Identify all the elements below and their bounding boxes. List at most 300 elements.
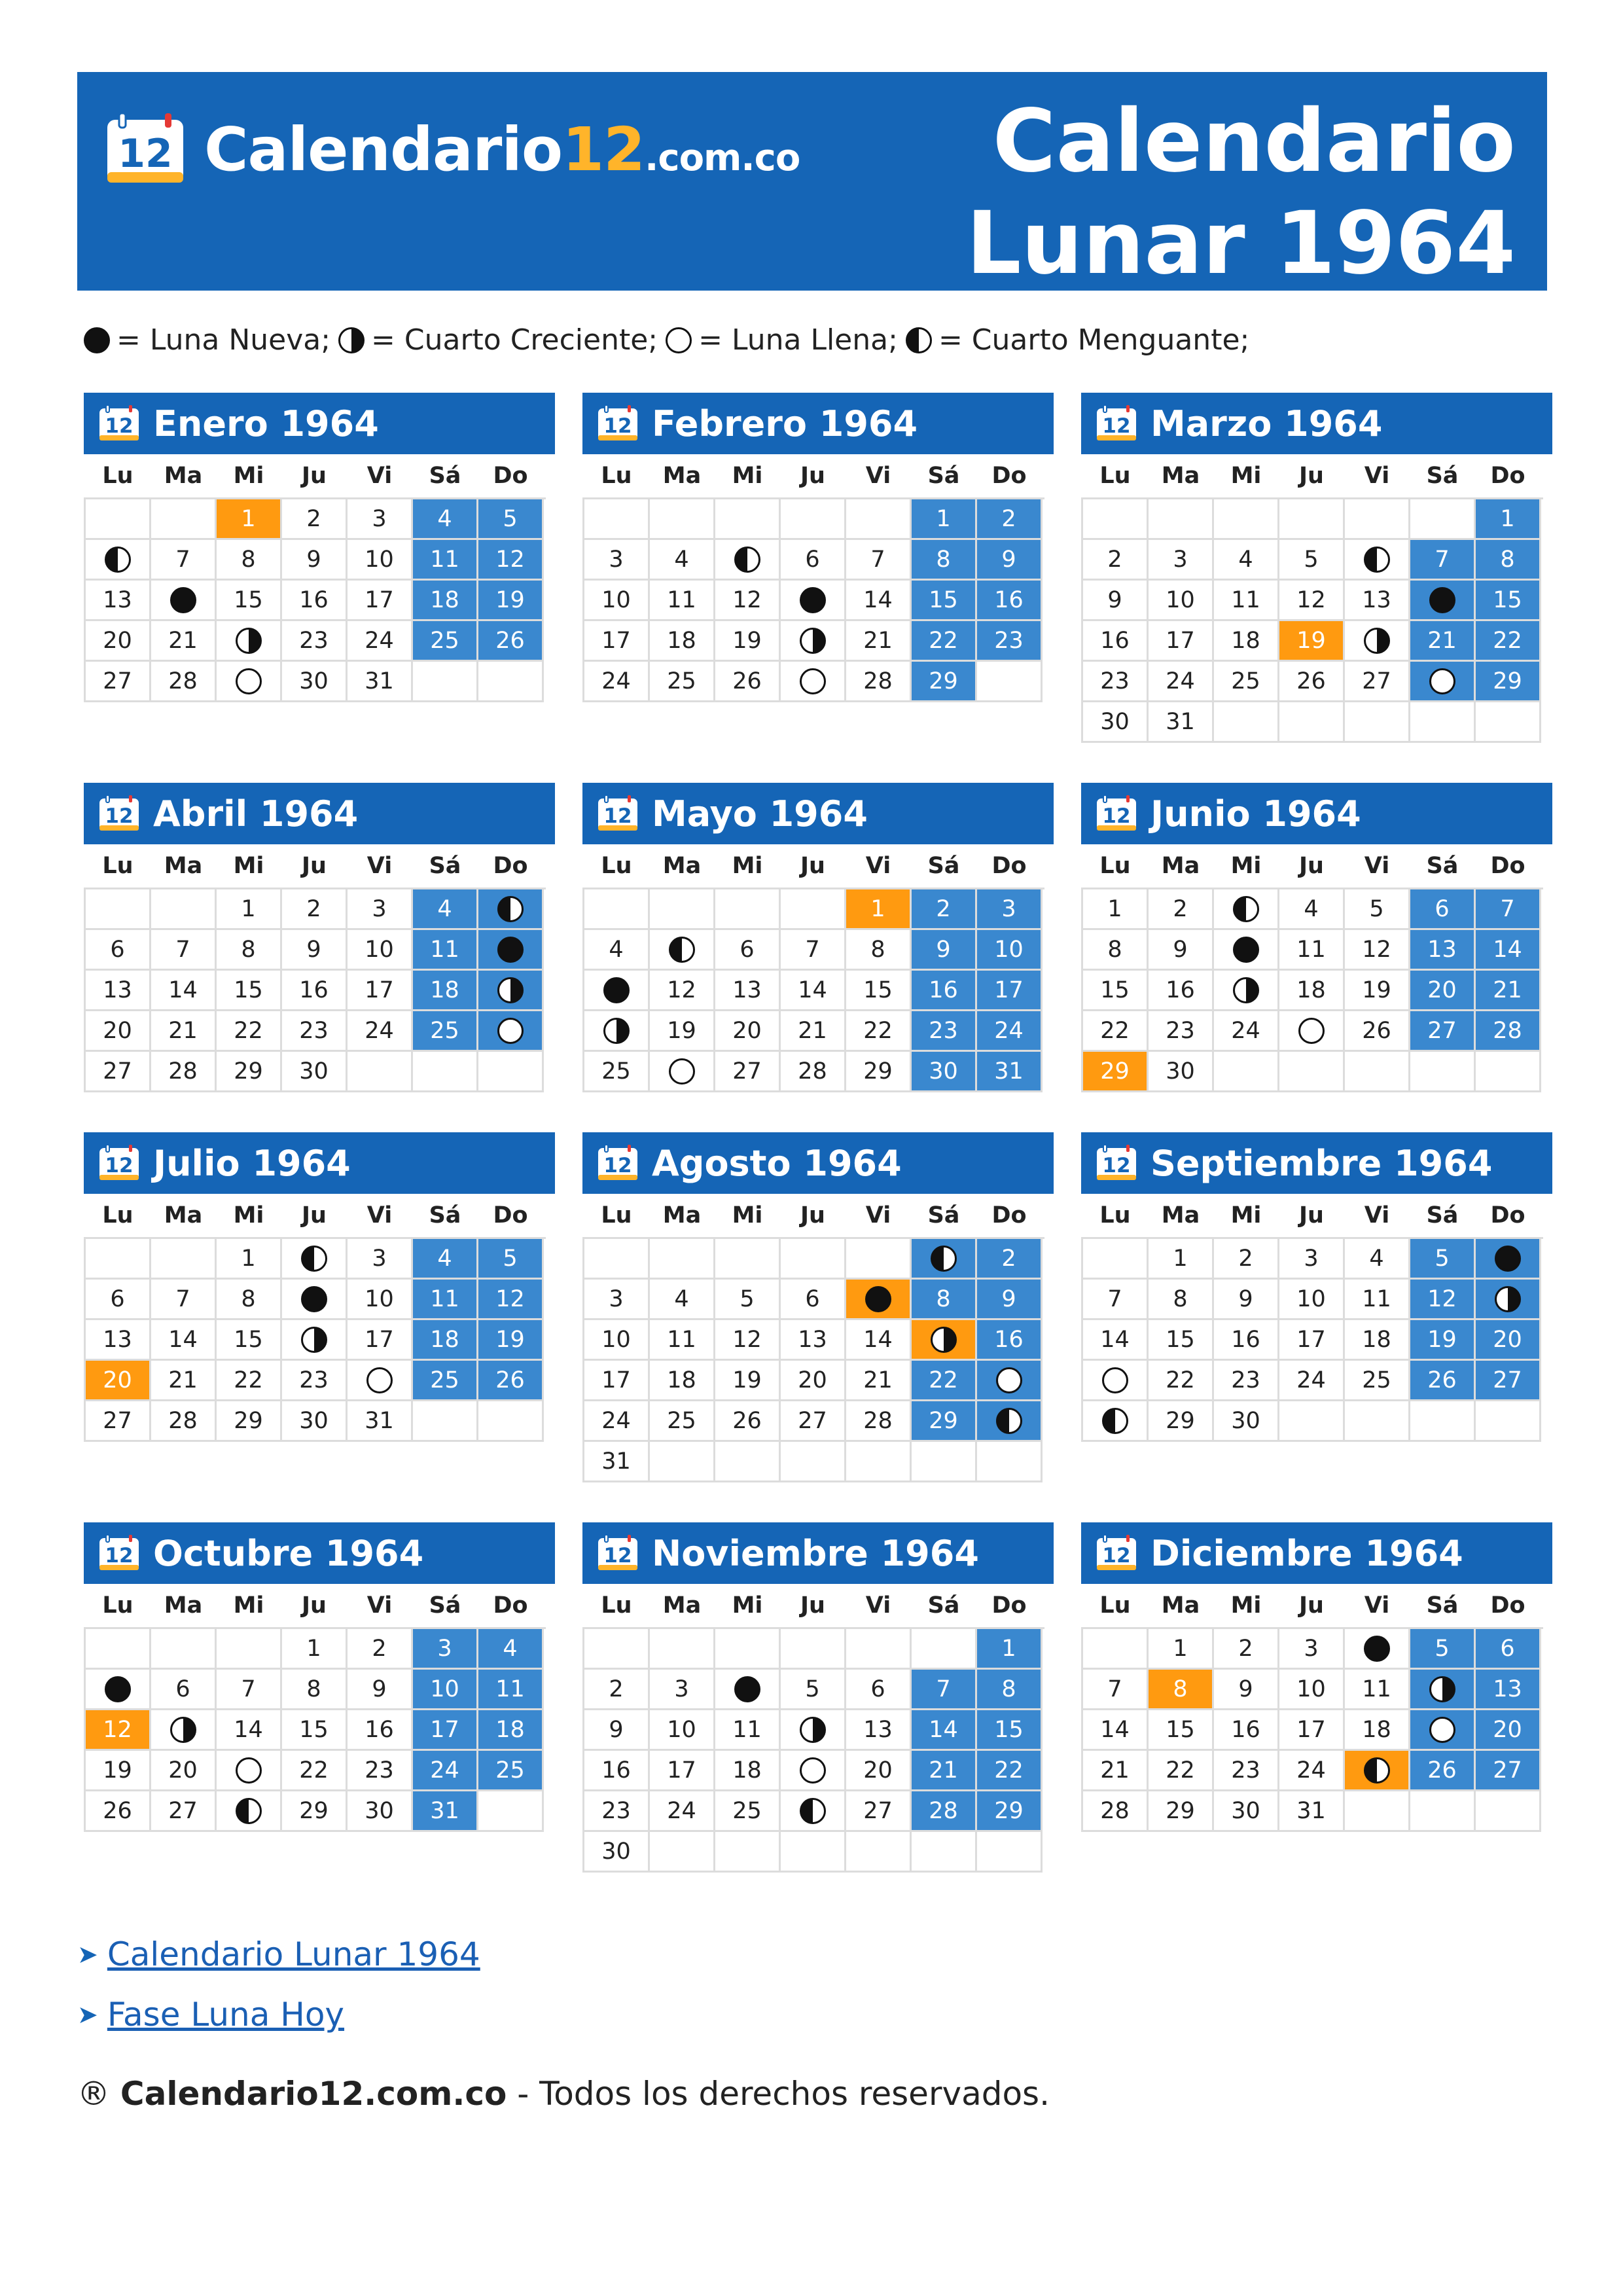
day-cell: 27 [151,1791,217,1832]
day-cell: 28 [846,1401,912,1442]
day-cell: 30 [282,1052,348,1092]
weekday-label: Ju [1299,463,1324,489]
day-cell: 1 [1476,499,1541,540]
day-cell: 21 [781,1011,846,1052]
calendar-icon [597,1145,639,1181]
day-cell: 10 [1279,1280,1345,1320]
weekday-label: Vi [1364,853,1390,879]
day-cell: 16 [1214,1710,1279,1751]
day-cell: 29 [282,1791,348,1832]
day-cell: 2 [977,499,1043,540]
day-cell: 2 [977,1239,1043,1280]
day-cell [584,1011,650,1052]
moon-menguante-icon [1364,547,1390,573]
day-cell: 5 [1410,1629,1476,1670]
day-cell: 16 [584,1751,650,1791]
day-cell: 1 [1149,1629,1214,1670]
day-cell: 23 [977,621,1043,662]
day-cell: 7 [1410,540,1476,581]
day-cell [781,1791,846,1832]
moon-creciente-icon [800,1717,826,1743]
day-grid [84,888,546,1092]
day-cell: 15 [1149,1320,1214,1361]
empty-cell [1345,702,1410,743]
day-cell: 31 [1279,1791,1345,1832]
month-calendar [582,393,1054,702]
day-cell [912,1239,977,1280]
weekday-label: Do [493,1202,528,1229]
day-cell: 8 [912,540,977,581]
day-cell [977,1361,1043,1401]
day-cell: 28 [1476,1011,1541,1052]
day-cell [151,1710,217,1751]
day-cell: 5 [1410,1239,1476,1280]
day-cell: 18 [413,971,478,1011]
month-calendar [84,393,555,702]
empty-cell [584,889,650,930]
empty-cell [846,1832,912,1873]
empty-cell [846,1629,912,1670]
day-cell: 29 [846,1052,912,1092]
day-cell: 13 [1345,581,1410,621]
moon-creciente-icon [800,628,826,654]
month-header [1081,393,1552,454]
day-cell: 11 [413,540,478,581]
weekday-label: Mi [732,1592,763,1619]
empty-cell [650,1629,715,1670]
empty-cell [715,889,781,930]
day-cell: 12 [715,581,781,621]
day-cell: 22 [846,1011,912,1052]
moon-nueva-icon [84,327,110,353]
day-grid [84,497,546,702]
day-grid [1081,1627,1543,1832]
moon-creciente-icon [338,327,365,353]
day-cell: 5 [478,499,544,540]
moon-llena-icon [366,1367,393,1393]
weekday-label: Lu [102,1202,134,1229]
day-cell: 20 [715,1011,781,1052]
day-cell: 5 [715,1280,781,1320]
day-grid [582,1627,1044,1873]
page-title-line1: Calendario [992,91,1516,192]
day-cell: 27 [1476,1751,1541,1791]
day-cell: 8 [217,930,282,971]
month-calendar [1081,393,1552,743]
calendar-icon [98,405,140,442]
day-cell: 6 [781,1280,846,1320]
day-cell: 9 [1214,1670,1279,1710]
month-header [582,1522,1054,1584]
day-cell [282,1239,348,1280]
weekday-label: Do [991,853,1027,879]
day-cell: 5 [781,1670,846,1710]
day-cell: 15 [846,971,912,1011]
day-cell: 27 [1476,1361,1541,1401]
weekday-label: Mi [233,463,264,489]
day-cell: 24 [1279,1361,1345,1401]
empty-cell [912,1629,977,1670]
calendar-icon-number: 12 [105,804,134,828]
day-cell: 1 [217,889,282,930]
day-cell [781,621,846,662]
day-cell: 25 [478,1751,544,1791]
weekday-label: Ma [662,1592,702,1619]
day-cell: 9 [348,1670,413,1710]
day-cell: 14 [781,971,846,1011]
calendar-icon-number: 12 [603,414,632,438]
calendar-icon-number: 12 [1102,804,1131,828]
day-cell: 29 [1149,1401,1214,1442]
month-header [84,783,555,844]
day-cell: 1 [1149,1239,1214,1280]
month-title: Agosto 1964 [652,1142,902,1184]
empty-cell [1345,1052,1410,1092]
weekday-label: Do [493,463,528,489]
day-cell: 5 [478,1239,544,1280]
day-cell: 13 [86,581,151,621]
weekday-label: Lu [102,1592,134,1619]
moon-menguante-icon [906,327,932,353]
day-cell: 9 [584,1710,650,1751]
day-cell: 19 [478,1320,544,1361]
links-list [77,1924,480,2045]
day-cell: 12 [650,971,715,1011]
day-cell: 2 [1214,1239,1279,1280]
day-cell: 11 [478,1670,544,1710]
empty-cell [715,1239,781,1280]
calendar-icon-number: 12 [105,1544,134,1568]
day-cell: 17 [1149,621,1214,662]
arrow-right-icon: ➤ [77,2000,98,2029]
weekday-label: Sá [1426,1202,1459,1229]
day-cell: 4 [478,1629,544,1670]
day-cell: 4 [650,1280,715,1320]
day-cell: 23 [1214,1361,1279,1401]
site-logo[interactable] [105,110,800,188]
empty-cell [413,1052,478,1092]
moon-llena-icon [666,327,692,353]
day-cell: 3 [977,889,1043,930]
month-title: Mayo 1964 [652,793,868,834]
day-cell: 22 [217,1011,282,1052]
moon-phase-legend [84,323,1257,357]
day-cell [348,1361,413,1401]
day-cell: 14 [217,1710,282,1751]
empty-cell [715,1629,781,1670]
empty-cell [151,499,217,540]
empty-cell [1149,499,1214,540]
weekday-label: Ju [800,1592,825,1619]
moon-creciente-icon [931,1327,957,1353]
day-cell [977,1401,1043,1442]
empty-cell [584,1239,650,1280]
day-cell [781,1751,846,1791]
logo-word: Calendario [204,114,563,185]
day-cell: 9 [282,540,348,581]
day-cell: 23 [348,1751,413,1791]
day-cell: 16 [282,581,348,621]
day-cell: 21 [1410,621,1476,662]
day-cell: 22 [977,1751,1043,1791]
footer-rights: - Todos los derechos reservados. [507,2075,1050,2113]
day-cell: 22 [217,1361,282,1401]
weekday-label: Sá [927,853,960,879]
day-cell: 18 [1214,621,1279,662]
day-cell: 2 [1214,1629,1279,1670]
day-cell: 24 [650,1791,715,1832]
weekday-label: Sá [927,1202,960,1229]
day-cell: 11 [715,1710,781,1751]
day-cell: 19 [86,1751,151,1791]
weekday-label: Do [991,1592,1027,1619]
day-cell: 26 [478,1361,544,1401]
day-cell: 29 [1476,662,1541,702]
day-cell: 11 [1279,930,1345,971]
empty-cell [348,1052,413,1092]
weekday-label: Sá [429,853,461,879]
moon-nueva-icon [170,587,196,613]
month-title: Junio 1964 [1150,793,1361,834]
month-calendar [1081,1132,1552,1442]
day-cell: 10 [413,1670,478,1710]
moon-llena-icon [800,668,826,694]
weekday-label: Ma [1161,853,1200,879]
empty-cell [650,1832,715,1873]
legend-label-nueva: = Luna Nueva; [116,323,331,357]
day-cell: 24 [1279,1751,1345,1791]
moon-nueva-icon [734,1676,760,1702]
month-calendar [582,1132,1054,1482]
link-fase-luna-hoy[interactable]: Fase Luna Hoy [107,1996,345,2034]
day-cell: 10 [348,930,413,971]
day-cell: 9 [912,930,977,971]
day-cell: 21 [151,621,217,662]
moon-nueva-icon [865,1286,891,1312]
day-cell: 30 [1149,1052,1214,1092]
day-cell: 6 [1476,1629,1541,1670]
moon-llena-icon [1429,668,1455,694]
month-header [84,393,555,454]
logo-text [204,115,800,185]
weekday-label: Mi [1230,853,1262,879]
day-cell: 7 [1476,889,1541,930]
day-cell: 17 [1279,1710,1345,1751]
day-cell: 7 [1083,1280,1149,1320]
day-cell [86,540,151,581]
day-cell: 16 [282,971,348,1011]
weekday-label: Vi [1364,1202,1390,1229]
day-cell: 10 [977,930,1043,971]
day-cell [478,889,544,930]
calendar-icon-number: 12 [603,804,632,828]
day-grid [1081,1237,1543,1442]
empty-cell [781,889,846,930]
day-cell: 11 [1214,581,1279,621]
weekday-header-row [1082,1194,1552,1237]
day-cell: 14 [151,1320,217,1361]
day-cell [217,1791,282,1832]
weekday-label: Mi [1230,1592,1262,1619]
day-cell: 6 [846,1670,912,1710]
calendar-icon [1096,795,1137,832]
day-cell: 13 [781,1320,846,1361]
day-cell: 31 [584,1442,650,1482]
empty-cell [846,1239,912,1280]
moon-nueva-icon [1233,937,1259,963]
day-cell [478,930,544,971]
day-cell [1345,1751,1410,1791]
day-cell: 29 [1149,1791,1214,1832]
month-calendar [582,783,1054,1092]
weekday-label: Mi [233,853,264,879]
weekday-label: Do [1490,1592,1525,1619]
day-cell: 4 [413,499,478,540]
day-cell: 14 [1476,930,1541,971]
day-cell: 12 [478,1280,544,1320]
day-cell [1345,540,1410,581]
day-cell: 10 [1279,1670,1345,1710]
day-cell: 2 [912,889,977,930]
day-cell: 24 [1214,1011,1279,1052]
empty-cell [217,1629,282,1670]
link-calendario-lunar[interactable]: Calendario Lunar 1964 [107,1935,480,1973]
page-header [77,72,1547,294]
legend-label-menguante: = Cuarto Menguante; [938,323,1250,357]
empty-cell [1083,1239,1149,1280]
day-cell: 31 [1149,702,1214,743]
moon-nueva-icon [1364,1636,1390,1662]
empty-cell [1279,499,1345,540]
day-cell: 25 [413,1011,478,1052]
month-calendar [1081,783,1552,1092]
page-title [966,90,1516,295]
moon-nueva-icon [800,587,826,613]
day-cell [715,540,781,581]
weekday-label: Ma [164,463,203,489]
day-cell: 11 [1345,1670,1410,1710]
day-cell: 17 [348,1320,413,1361]
day-grid [84,1237,546,1442]
moon-creciente-icon [1495,1286,1521,1312]
day-cell: 13 [1410,930,1476,971]
day-cell: 19 [650,1011,715,1052]
month-title: Julio 1964 [153,1142,351,1184]
moon-llena-icon [996,1367,1022,1393]
day-cell: 17 [977,971,1043,1011]
day-cell: 19 [1410,1320,1476,1361]
month-header [84,1522,555,1584]
weekday-label: Mi [732,1202,763,1229]
day-cell: 8 [1476,540,1541,581]
empty-cell [478,1052,544,1092]
day-cell: 26 [715,662,781,702]
day-cell: 24 [348,621,413,662]
day-cell: 17 [348,971,413,1011]
day-cell: 30 [584,1832,650,1873]
weekday-label: Sá [1426,1592,1459,1619]
calendar-icon-number: 12 [105,1154,134,1177]
empty-cell [1279,1401,1345,1442]
day-cell [584,971,650,1011]
weekday-label: Mi [1230,1202,1262,1229]
day-cell: 4 [584,930,650,971]
moon-llena-icon [236,1757,262,1784]
moon-creciente-icon [1364,628,1390,654]
day-cell: 25 [1345,1361,1410,1401]
day-cell: 14 [1083,1320,1149,1361]
day-cell: 16 [977,581,1043,621]
link-item [77,1924,480,1984]
day-cell [1410,1710,1476,1751]
month-header [1081,783,1552,844]
weekday-label: Vi [865,1592,891,1619]
day-cell: 8 [846,930,912,971]
day-grid [1081,497,1543,743]
day-cell: 21 [1476,971,1541,1011]
moon-creciente-icon [603,1018,630,1044]
day-cell: 15 [1149,1710,1214,1751]
day-grid [1081,888,1543,1092]
day-cell [151,581,217,621]
day-cell: 17 [1279,1320,1345,1361]
month-header [582,393,1054,454]
empty-cell [1410,1052,1476,1092]
weekday-label: Ma [662,853,702,879]
day-cell: 18 [1279,971,1345,1011]
moon-menguante-icon [669,937,695,963]
day-cell: 3 [348,1239,413,1280]
day-cell [781,662,846,702]
calendar-icon [98,1535,140,1571]
day-cell: 21 [151,1011,217,1052]
moon-nueva-icon [1495,1246,1521,1272]
day-cell: 1 [282,1629,348,1670]
day-cell: 20 [86,1011,151,1052]
day-cell: 12 [478,540,544,581]
weekday-header-row [1082,454,1552,497]
day-cell: 17 [584,621,650,662]
weekday-label: Ma [662,463,702,489]
empty-cell [715,499,781,540]
empty-cell [781,1442,846,1482]
day-grid [84,1627,546,1832]
moon-nueva-icon [497,937,524,963]
legend-label-llena: = Luna Llena; [698,323,898,357]
day-cell: 7 [151,540,217,581]
day-cell: 22 [1149,1751,1214,1791]
legend-label-creciente: = Cuarto Creciente; [371,323,658,357]
day-cell: 3 [348,499,413,540]
day-cell: 24 [413,1751,478,1791]
day-cell: 20 [86,621,151,662]
day-cell [1345,1629,1410,1670]
day-cell: 29 [912,1401,977,1442]
empty-cell [584,1629,650,1670]
calendar-logo-icon [105,113,186,185]
day-cell [1345,621,1410,662]
empty-cell [1476,1791,1541,1832]
weekday-label: Lu [102,853,134,879]
empty-cell [977,1442,1043,1482]
footer [77,2075,1050,2113]
weekday-label: Do [1490,853,1525,879]
weekday-label: Lu [601,853,632,879]
day-cell: 22 [282,1751,348,1791]
day-cell: 15 [217,971,282,1011]
day-cell: 9 [282,930,348,971]
day-cell [1476,1280,1541,1320]
